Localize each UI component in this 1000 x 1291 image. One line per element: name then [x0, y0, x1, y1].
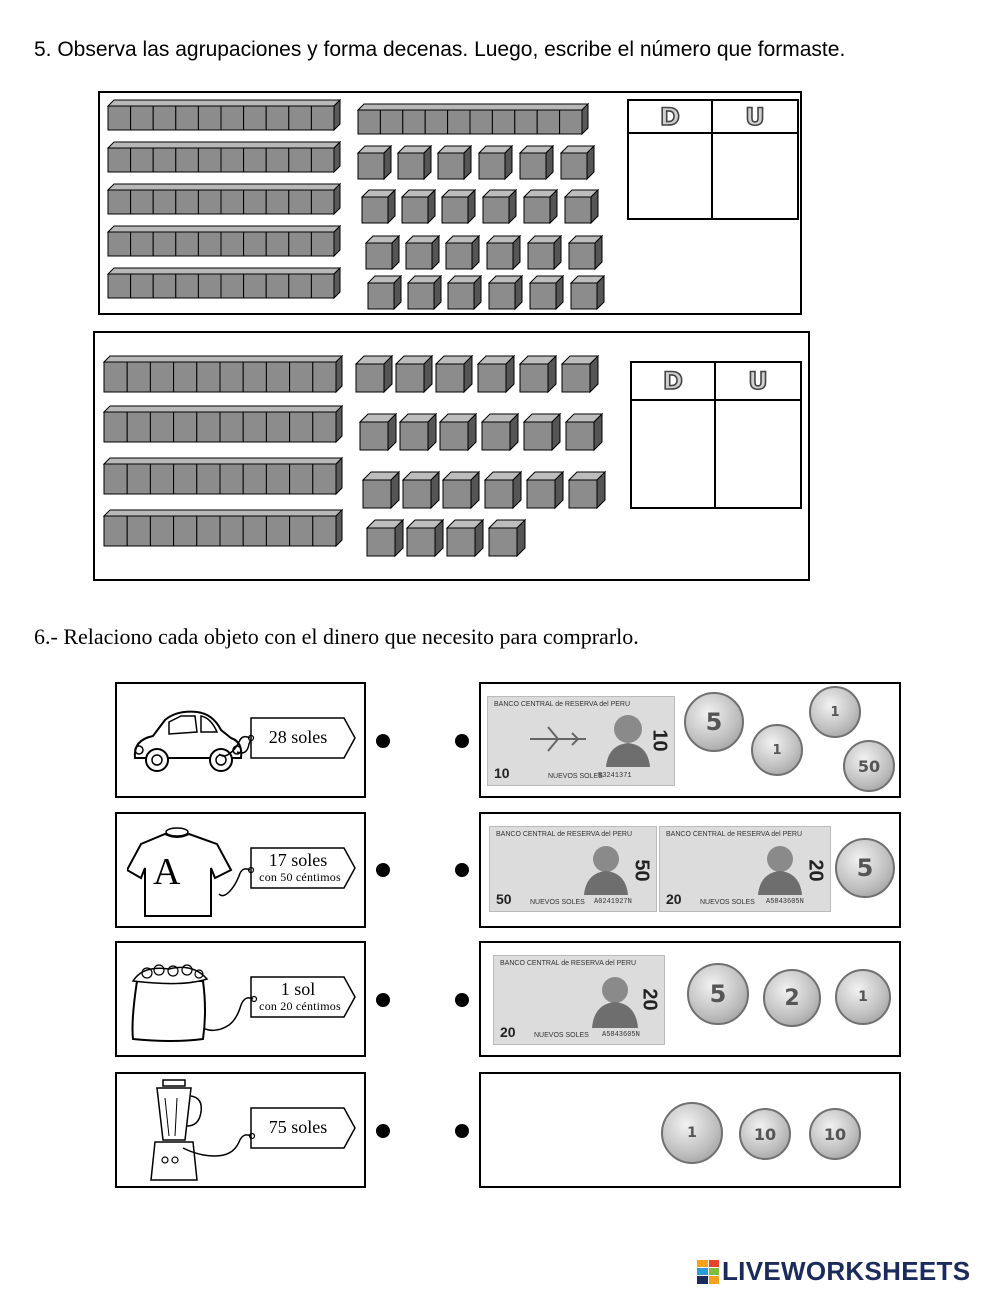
string-icon — [217, 858, 257, 902]
match-dot-object-4[interactable] — [376, 1124, 390, 1138]
money-card-3 — [479, 941, 901, 1057]
logo-tile — [697, 1268, 708, 1275]
banknote: BANCO CENTRAL de RESERVA del PERU 50 50 NUEVOS SOLES A0241927N — [489, 826, 657, 912]
price-sublabel: con 20 céntimos — [259, 999, 341, 1013]
coin-50-centimos: 50 — [843, 740, 895, 792]
object-card-shirt — [115, 812, 366, 928]
price-tag — [250, 976, 356, 1018]
portrait-icon — [578, 839, 634, 895]
match-dot-money-3[interactable] — [455, 993, 469, 1007]
tens-header: D — [629, 101, 713, 134]
object-card-car — [115, 682, 366, 798]
coin-1-sol: 1 — [835, 969, 891, 1025]
match-dot-object-3[interactable] — [376, 993, 390, 1007]
coin-5-soles: 5 — [835, 838, 895, 898]
logo-tile — [709, 1260, 720, 1267]
money-card-4 — [479, 1072, 901, 1188]
price-label: 28 soles — [268, 727, 328, 747]
coin-5-soles: 5 — [684, 692, 744, 752]
match-dot-money-2[interactable] — [455, 863, 469, 877]
logo-tile — [697, 1276, 708, 1283]
price-label: 17 soles — [268, 850, 328, 870]
logo-tile — [709, 1268, 720, 1275]
price-sublabel: con 50 céntimos — [259, 870, 341, 884]
coin-10-centimos: 10 — [809, 1108, 861, 1160]
portrait-icon — [752, 839, 808, 895]
place-value-table-2 — [630, 361, 802, 509]
liveworksheets-logo — [697, 1256, 970, 1287]
coin-1-sol: 1 — [809, 686, 861, 738]
coin-2-soles: 2 — [763, 969, 821, 1027]
price-tag — [250, 1107, 356, 1149]
units-header: U — [716, 363, 800, 401]
shirt-letter: A — [153, 851, 181, 893]
price-tag — [250, 717, 356, 759]
tens-header: D — [632, 363, 716, 401]
money-card-2 — [479, 812, 901, 928]
portrait-icon — [586, 970, 644, 1028]
cord-icon — [179, 1126, 259, 1166]
units-answer-cell[interactable] — [716, 401, 800, 507]
tens-answer-cell[interactable] — [629, 134, 713, 218]
logo-tile — [697, 1260, 708, 1267]
logo-tile — [709, 1276, 720, 1283]
banknote: BANCO CENTRAL de RESERVA del PERU 20 20 NUEVOS SOLES A5843605N — [659, 826, 831, 912]
price-label: 75 soles — [268, 1117, 328, 1137]
match-dot-money-1[interactable] — [455, 734, 469, 748]
units-header: U — [713, 101, 797, 134]
place-value-table-1 — [627, 99, 799, 220]
banknote: BANCO CENTRAL de RESERVA del PERU 10 10 NUEVOS SOLES B3241371 — [487, 696, 675, 786]
string-icon — [201, 989, 261, 1039]
tens-answer-cell[interactable] — [632, 401, 716, 507]
coin-1-sol: 1 — [751, 724, 803, 776]
price-tag — [250, 847, 356, 889]
units-answer-cell[interactable] — [713, 134, 797, 218]
brand-name: LIVEWORKSHEETS — [722, 1256, 971, 1286]
liveworksheets-icon — [697, 1260, 719, 1284]
object-card-sack — [115, 941, 366, 1057]
exercise-6-title: 6.- Relaciono cada objeto con el dinero que necesito para comprarlo. — [34, 624, 639, 649]
coin-5-soles: 5 — [687, 963, 749, 1025]
money-card-1 — [479, 682, 901, 798]
string-icon — [217, 724, 257, 764]
exercise-5-title: 5. Observa las agrupaciones y forma decenas. Luego, escribe el número que formaste. — [34, 38, 846, 61]
banknote: BANCO CENTRAL de RESERVA del PERU 20 20 NUEVOS SOLES A5843605N — [493, 955, 665, 1045]
airplane-icon — [528, 719, 588, 759]
coin-10-centimos: 10 — [739, 1108, 791, 1160]
object-card-blender — [115, 1072, 366, 1188]
coin-1-sol: 1 — [661, 1102, 723, 1164]
match-dot-object-2[interactable] — [376, 863, 390, 877]
match-dot-object-1[interactable] — [376, 734, 390, 748]
price-label: 1 sol — [280, 979, 316, 999]
match-dot-money-4[interactable] — [455, 1124, 469, 1138]
